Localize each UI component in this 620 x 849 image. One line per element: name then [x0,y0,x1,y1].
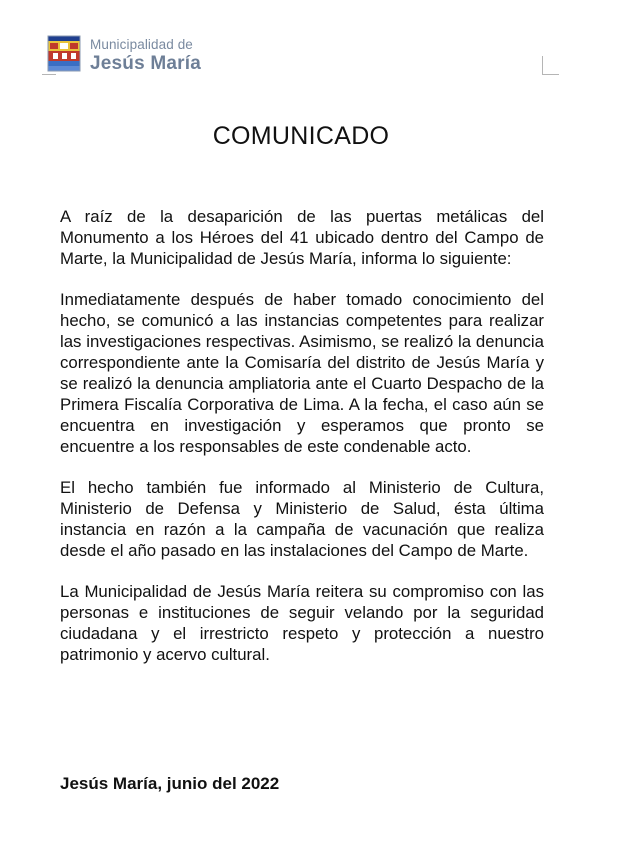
paragraph-actions: Inmediatamente después de haber tomado conocimiento del hecho, se comunicó a las instancias competentes para realizar las investigaciones respectivas. Asimismo, se realizó la denuncia correspondiente ante la Comisaría del distrito de Jesús María y se realizó la denuncia ampliatoria ante el Cuarto Despacho de la Primera Fiscalía Corporativa de Lima. A la fecha, el caso aún se encuentra en investigación y esperamos que pronto se encuentre a los responsables de este condenable acto. [60,290,544,456]
paragraph-ministries: El hecho también fue informado al Ministerio de Cultura, Ministerio de Defensa y Ministerio de Salud, ésta última instancia en razón a la campaña de vacunación que realiza desde el año pasado en las instalaciones del Campo de Marte. [60,478,544,560]
signature-date: Jesús María, junio del 2022 [60,774,280,793]
document-body [60,206,544,685]
letterhead [46,34,566,78]
paragraph-intro: A raíz de la desaparición de las puertas metálicas del Monumento a los Héroes del 41 ubicado dentro del Campo de Marte, la Municipalidad de Jesús María, informa lo siguiente: [60,207,544,268]
document-title: COMUNICADO [212,122,390,150]
corner-mark-right [542,56,559,75]
org-name-line1: Municipalidad de [90,37,193,52]
paragraph-commitment: La Municipalidad de Jesús María reitera su compromiso con las personas e instituciones de seguir velando por la seguridad ciudadana y el irrestricto respeto y protección a nuestro patrimonio y acervo cultural. [60,582,544,664]
corner-mark-left [42,74,56,75]
org-name-line2: Jesús María [90,53,201,74]
org-name [90,37,201,74]
municipal-shield-icon [46,34,82,74]
